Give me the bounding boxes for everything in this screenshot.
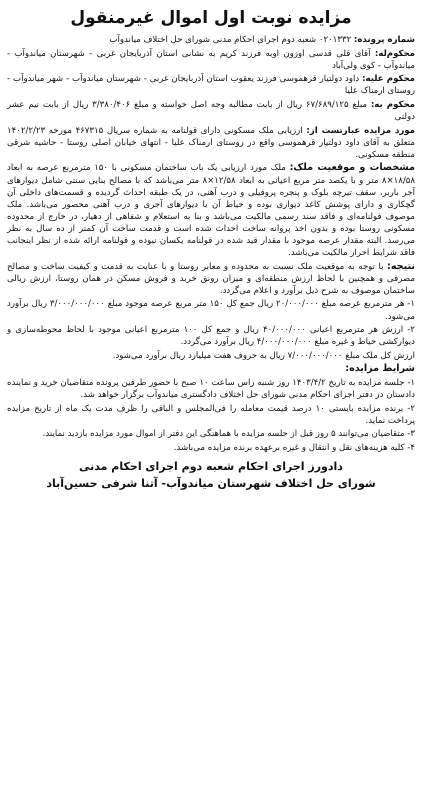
subject-label: مورد مزایده عبارتست از: <box>306 125 416 136</box>
debtor-label: محکوم علیه: <box>362 74 416 85</box>
file-number-text: ۰۲۰۱۳۳۲ شعبه دوم اجرای احکام مدنی شورای حل اختلاف میاندوآب <box>109 35 352 45</box>
subject-paragraph <box>7 125 415 161</box>
convicted-label: محکوم‌له: <box>374 48 415 59</box>
convicted-text: آقای قلی قدسی اوزون اوبه فرزند کریم به نشانی استان آذربایجان غربی - شهرستان میاندوآب - میاندوآب - کوی ولی‌آباد <box>7 48 415 71</box>
subject-text: ارزیابی ملک مسکونی دارای قولنامه به شماره سریال ۴۶۷۳۱۵ مورخه ۱۴۰۲/۲/۲۳ متعلق به آقای داود دولتیار قرهموسی واقع در روستای ارمناک علیا - انتهای خیابان اصلی روستا - حاشیه شرقی منطقه مسکونی. <box>7 125 415 160</box>
file-number-paragraph <box>7 34 415 46</box>
signature-line-1: دادورز اجرای احکام شعبه دوم اجرای احکام مدنی <box>79 460 343 474</box>
signature-line-2: شورای حل اختلاف شهرستان میاندوآب- آتنا شرفی حسین‌آباد <box>46 477 376 491</box>
condition-item: ۲- برنده مزایده بایستی ۱۰ درصد قیمت معامله را فی‌المجلس و الباقی را ظرف مدت یک ماه از تاریخ مزایده پرداخت نماید. <box>7 403 415 426</box>
result-label: نتیجه: <box>387 260 416 272</box>
notice-title: مزایده نوبت اول اموال غیرمنقول <box>70 8 352 28</box>
result-text: با توجه به موقعیت ملک نسبت به محدوده و معابر روستا و با عنایت به قدمت و کیفیت ساخت و مصالح مصرفی و همچنین با لحاظ ارزش منطقه‌ای و میزان رونق خرید و فروش مسکن در همان روستا، ارزش ریالی ساختمان موصوف به شرح ذیل برآورد و اعلام می‌گردد. <box>7 261 415 296</box>
amount-text: مبلغ ۶۷/۶۸۹/۱۲۵ ریال از بابت مطالبه وجه اصل خواسته و مبلغ ۳/۳۸۰/۴۰۶ ریال از بابت نیم عشر دولتی <box>7 99 415 123</box>
convicted-paragraph <box>7 48 415 72</box>
specs-paragraph <box>7 162 415 259</box>
condition-item: ۱- جلسه مزایده به تاریخ ۱۴۰۳/۴/۲ روز شنبه راس ساعت ۱۰ صبح با حضور طرفین پرونده متقاضیان خرید و نماینده دادستان در دفتر اجرای احکام مدنی شورای حل اختلاف دادگستری میاندوآب برگزار خواهد شد. <box>7 378 415 401</box>
condition-item: ۳- متقاضیان می‌توانند ۵ روز قبل از جلسه مزایده با هماهنگی این دفتر از اموال مورد مزایده بازدید نمایند. <box>42 429 415 440</box>
debtor-paragraph <box>7 73 415 97</box>
specs-text: ملک مورد ارزیابی یک باب ساختمان مسکونی با ۱۵۰ مترمربع عرصه به ابعاد ۱۸/۵۸×۸ متر و با یکصد متر مربع اعیانی به ابعاد ۱۲/۵۸×۸ متر می‌باشد که با مصالح بنایی سنتی شامل دیوارهای آجر باربر، سقف تیرچه بلوک و پنجره پروفیلی و درب آهنی، در یک طبقه احداث گردیده و قسمت‌های داخلی آن گچکاری و دارای پوشش کاغذ دیواری بوده و حیاط آن با دیوارهای آجری و درب آهنی محصور می‌باشد. ملک موصوف قولنامه‌ای و فاقد سند رسمی مالکیت می‌باشد و بنا به استعلام و شفاهی از دهیار، در خارج از محدوده مسکونی روستا بوده و بدون اخذ پروانه ساخت احداث شده است و قدمت ساخت آن کمتر از ده سال به نظر می‌رسد. البته مقدار عرصه موجود با مقدار قید شده در قولنامه یکسان نبوده و قولنامه ارائه شده از نظر اینجانب فاقد شرایط احراز مالکیت می‌باشد. <box>7 163 415 259</box>
result-total: ارزش کل ملک مبلغ ۷/۰۰۰/۰۰۰/۰۰۰ ریال به حروف هفت میلیارد ریال برآورد می‌شود. <box>112 350 415 361</box>
specs-label: مشخصات و موقعیت ملک: <box>289 162 415 174</box>
condition-item: ۴- کلیه هزینه‌های نقل و انتقال و غیره برعهده برنده مزایده می‌باشد. <box>173 443 415 453</box>
signature-block <box>7 458 415 492</box>
result-item-2: ۲- ارزش هر مترمربع اعیانی ۴۰/۰۰۰/۰۰۰ ریال و جمع کل ۱۰۰ مترمربع اعیانی موجود با لحاظ محوطه‌سازی و دیوارکشی حیاط و غیره مبلغ ۴/۰۰۰/۰۰۰/۰۰۰ ریال برآورد می‌گردد. <box>7 325 415 348</box>
file-number-label: شماره پرونده: <box>353 35 415 45</box>
result-item-1: ۱- هر مترمربع عرصه مبلغ ۲۰/۰۰۰/۰۰۰ ریال جمع کل ۱۵۰ متر مربع عرصه موجود مبلغ ۳/۰۰۰/۰۰۰/۰۰۰ ریال برآورد می‌شود. <box>7 299 415 322</box>
result-paragraph <box>7 261 415 297</box>
conditions-label: شرایط مزایده: <box>345 363 415 375</box>
debtor-text: داود دولتیار قرهموسی فرزند یعقوب استان آذربایجان غربی - شهرستان میاندوآب - شهر میاندوآب - روستای ارمناک علیا <box>7 74 415 97</box>
amount-paragraph <box>7 99 415 123</box>
amount-label: محکوم به: <box>370 99 415 110</box>
